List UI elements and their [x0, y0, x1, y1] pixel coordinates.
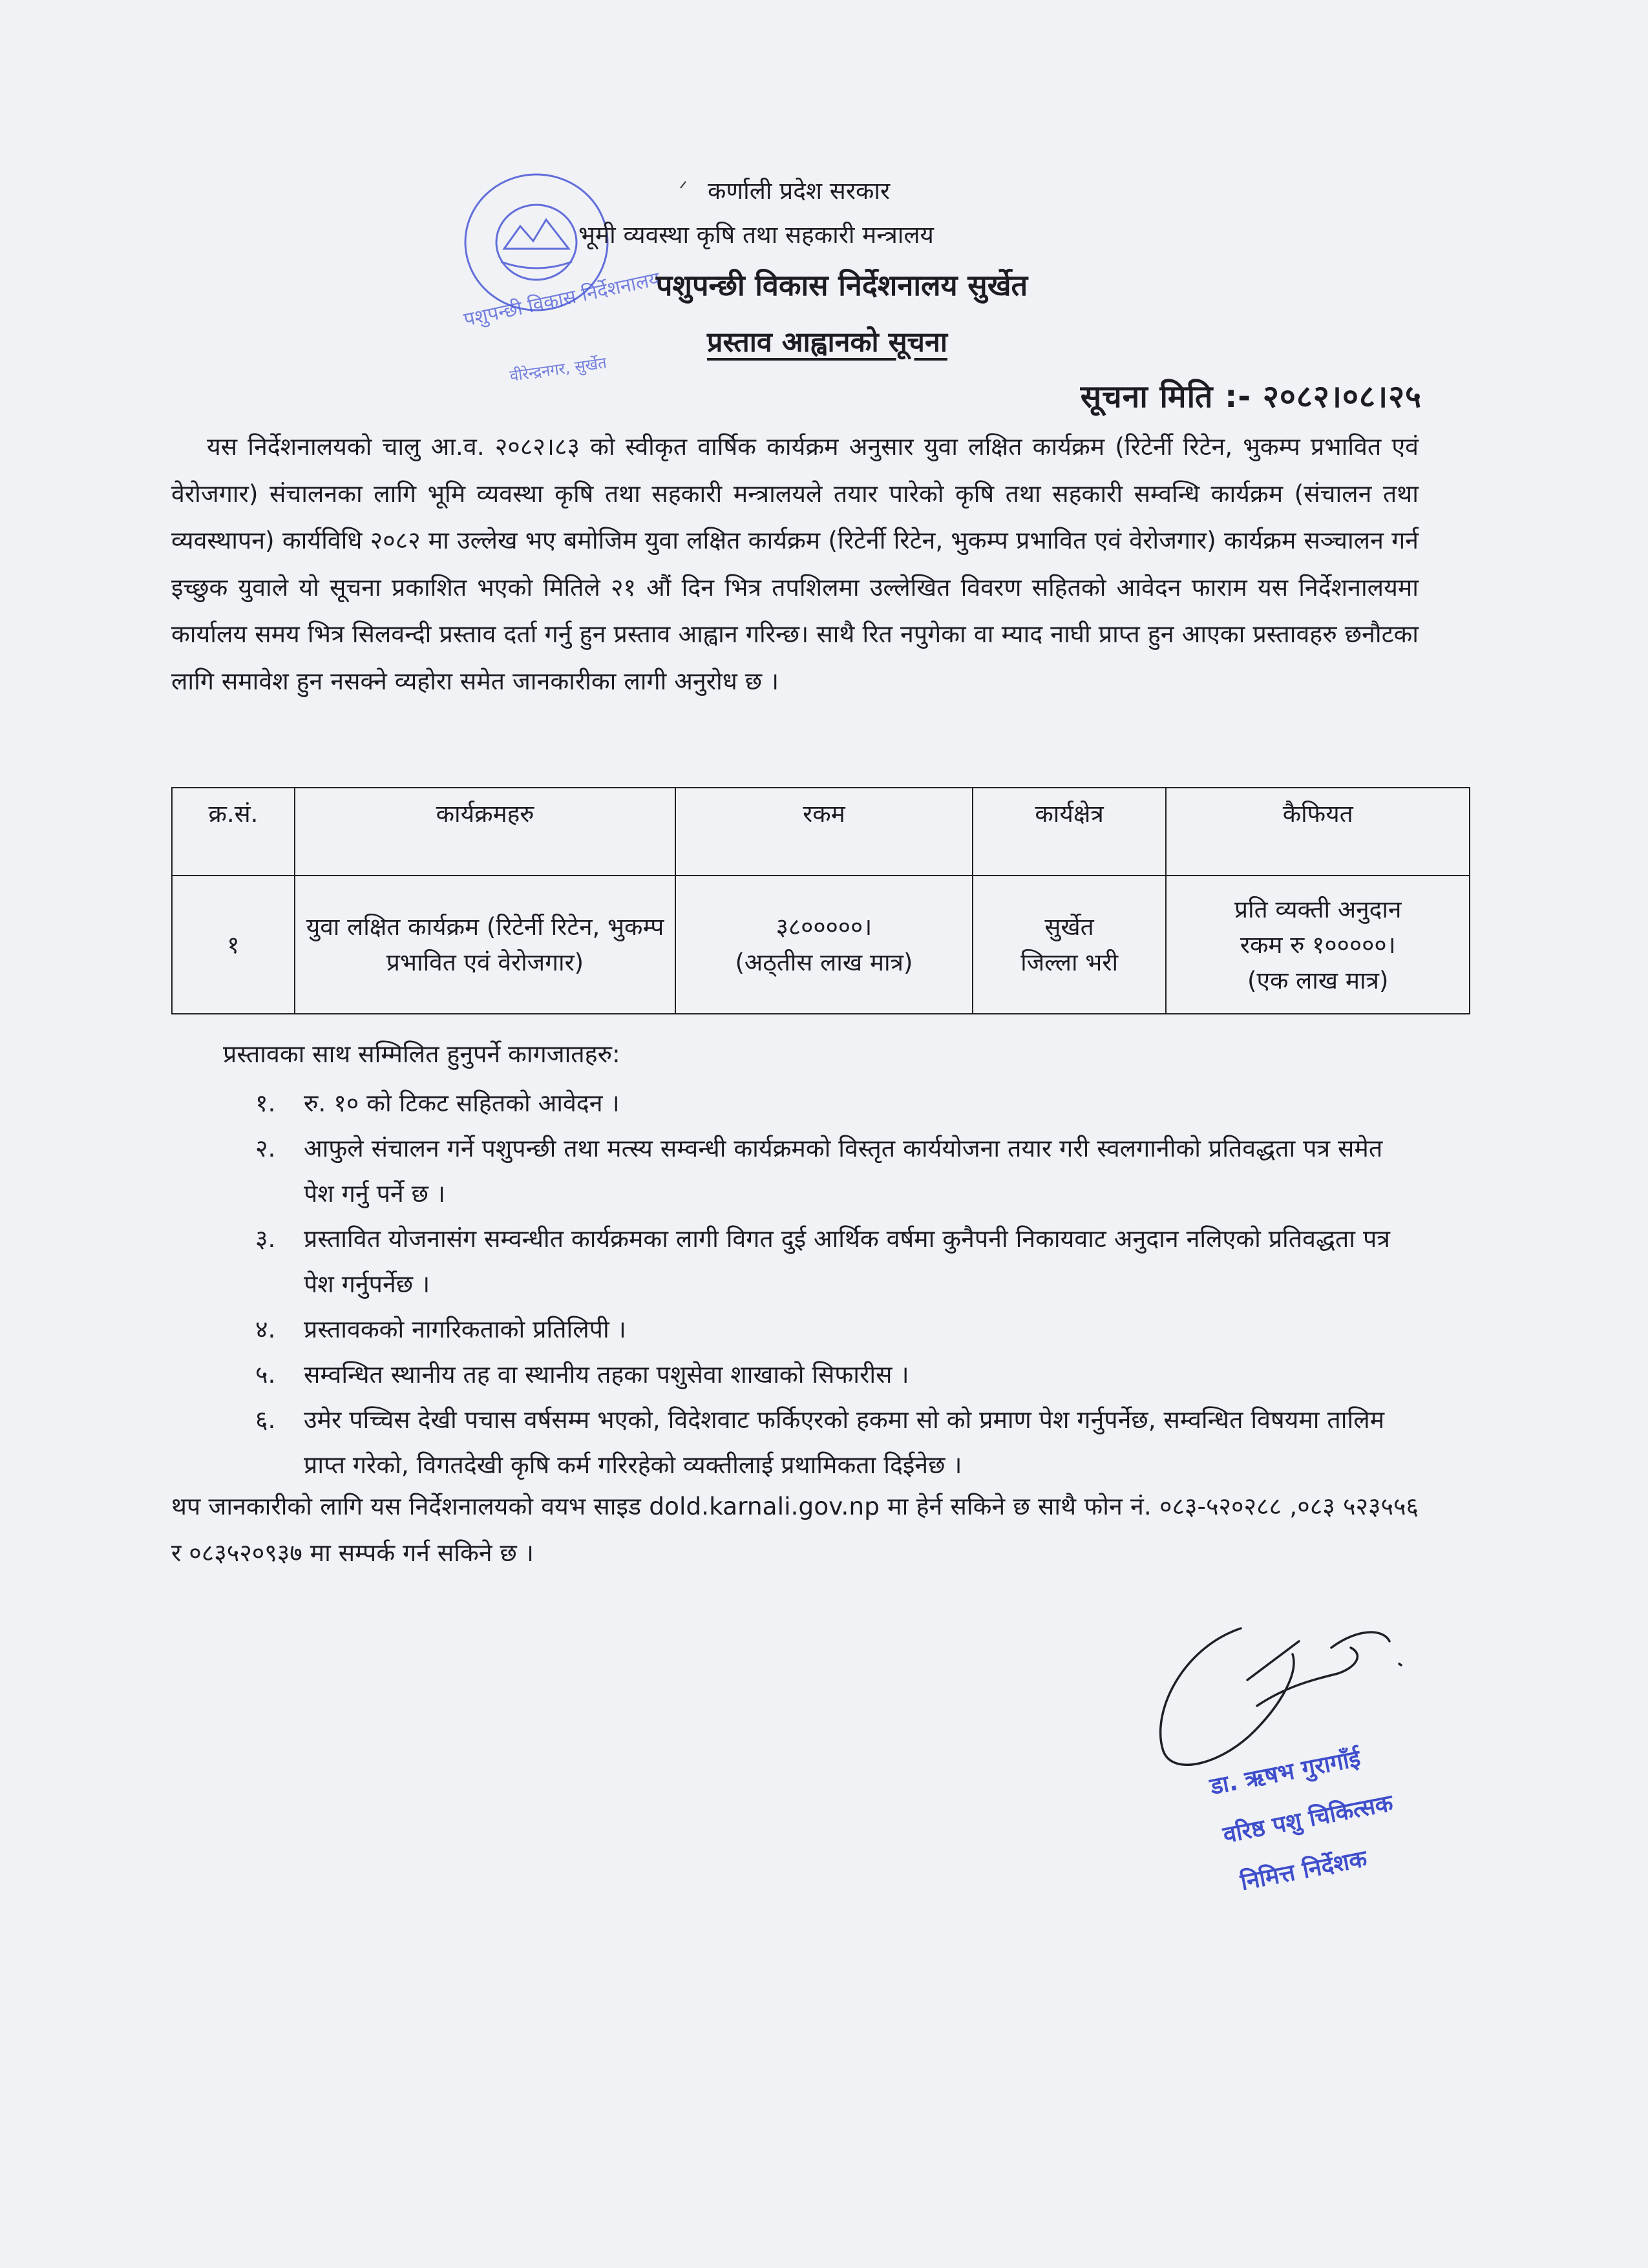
amount-figure: ३८०००००। — [776, 913, 872, 941]
cell-area — [973, 876, 1167, 1014]
signatory-role: निमित्त निर्देशक — [1238, 1845, 1369, 1896]
area-line-1: सुर्खेत — [1044, 913, 1094, 941]
cell-remarks — [1166, 876, 1470, 1014]
remarks-line-3: (एक लाख मात्र) — [1247, 966, 1389, 994]
remarks-line-2: रकम रु १०००००। — [1240, 930, 1396, 959]
intro-paragraph: यस निर्देशनालयको चालु आ.व. २०८२।८३ को स्वीकृत वार्षिक कार्यक्रम अनुसार युवा लक्षित कार्यक्रम (रिटेर्नी रिटेन, भुकम्प प्रभावित एवं वेरोजगार) संचालनका लागि भूमि व्यवस्था कृषि तथा सहकारी मन्त्रालयले तयार पारेको कृषि तथा सहकारी सम्वन्धि कार्यक्रम (संचालन तथा व्यवस्थापन) कार्यविधि २०८२ मा उल्लेख भए बमोजिम युवा लक्षित कार्यक्रम (रिटेर्नी रिटेन, भुकम्प प्रभावित एवं वेरोजगार) कार्यक्रम सञ्चालन गर्न इच्छुक युवाले यो सूचना प्रकाशित भएको मितिले २१ औं दिन भित्र तपशिलमा उल्लेखित विवरण सहितको आवेदन फाराम यस निर्देशनालयमा कार्यालय समय भित्र सिलवन्दी प्रस्ताव दर्ता गर्नु हुन प्रस्ताव आह्वान गरिन्छ। साथै रित नपुगेका वा म्याद नाघी प्राप्त हुन आएका प्रस्तावहरु छनौटका लागि समावेश हुन नसक्ने व्यहोरा समेत जानकारीका लागी अनुरोध छ । — [171, 432, 1419, 695]
enclosures-list — [255, 1080, 1419, 1487]
notice-date: सूचना मिति :- २०८२।०८।२५ — [1080, 379, 1422, 415]
seal-place: वीरेन्द्रनगर, सुर्खेत — [508, 353, 608, 385]
closing-paragraph: थप जानकारीको लागि यस निर्देशनालयको वयभ साइड dold.karnali.gov.np मा हेर्न सकिने छ साथै फोन नं. ०८३-५२०२८८ ,०८३ ५२३५५६ र ०८३५२०९३७ मा सम्पर्क गर्न सकिने छ । — [171, 1492, 1419, 1567]
list-item-text: रु. १० को टिकट सहितको आवेदन । — [304, 1089, 620, 1117]
enclosures-title: प्रस्तावका साथ सम्मिलित हुनुपर्ने कागजातहरु: — [223, 1040, 620, 1068]
list-item — [255, 1397, 1419, 1487]
header-directorate: पशुपन्छी विकास निर्देशनालय सुर्खेत — [655, 268, 1028, 302]
list-item-text: प्रस्तावित योजनासंग सम्वन्धीत कार्यक्रमका लागी विगत दुई आर्थिक वर्षमा कुनैपनी निकायवाट अनुदान नलिएको प्रतिवद्धता पत्र पेश गर्नुपर्नेछ । — [304, 1224, 1390, 1298]
list-item — [255, 1352, 1419, 1397]
list-item-text: प्रस्तावकको नागरिकताको प्रतिलिपी । — [304, 1315, 626, 1343]
list-item — [255, 1126, 1419, 1216]
notice-title: प्रस्ताव आह्वानको सूचना — [707, 326, 947, 359]
cell-amount — [675, 876, 973, 1014]
signatory-name: डा. ऋषभ गुरागाँई — [1208, 1745, 1363, 1801]
area-line-2: जिल्ला भरी — [1020, 949, 1119, 976]
cell-sn: १ — [172, 876, 295, 1014]
seal-text: पशुपन्छी विकास निर्देशनालय — [461, 268, 662, 331]
list-item — [255, 1216, 1419, 1307]
list-item-number: ३. — [255, 1224, 276, 1253]
list-item-number: ५. — [255, 1360, 276, 1389]
col-header-amount: रकम — [675, 788, 973, 876]
remarks-line-1: प्रति व्यक्ती अनुदान — [1234, 895, 1402, 923]
col-header-sn: क्र.सं. — [172, 788, 295, 876]
header-province: कर्णाली प्रदेश सरकार — [708, 177, 891, 205]
list-item-text: आफुले संचालन गर्ने पशुपन्छी तथा मत्स्य सम्वन्धी कार्यक्रमको विस्तृत कार्ययोजना तयार गरी स्वलगानीको प्रतिवद्धता पत्र समेत पेश गर्नु पर्ने छ । — [304, 1134, 1383, 1208]
cell-program — [295, 876, 675, 1014]
header-ministry: भूमी व्यवस्था कृषि तथा सहकारी मन्त्रालय — [578, 221, 934, 249]
table-row — [172, 876, 1470, 1014]
list-item — [255, 1080, 1419, 1126]
list-item-text: उमेर पच्चिस देखी पचास वर्षसम्म भएको, विदेशवाट फर्किएरको हकमा सो को प्रमाण पेश गर्नुपर्नेछ, सम्वन्धित विषयमा तालिम प्राप्त गरेको, विगतदेखी कृषि कर्म गरिरहेको व्यक्तीलाई प्रथामिकता दिईनेछ । — [304, 1405, 1385, 1479]
tick-mark-icon — [679, 180, 689, 190]
amount-words: (अठ्तीस लाख मात्र) — [735, 949, 913, 976]
program-name: युवा लक्षित कार्यक्रम (रिटेर्नी रिटेन, भुकम्प प्रभावित एवं वेरोजगार) — [306, 913, 664, 976]
program-table — [171, 787, 1470, 1014]
col-header-remarks: कैफियत — [1166, 788, 1470, 876]
list-item-number: २. — [255, 1134, 276, 1162]
list-item-number: ४. — [255, 1315, 276, 1343]
table-header-row — [172, 788, 1470, 876]
list-item — [255, 1307, 1419, 1352]
list-item-text: सम्वन्धित स्थानीय तह वा स्थानीय तहका पशुसेवा शाखाको सिफारीस । — [304, 1360, 909, 1389]
col-header-program: कार्यक्रमहरु — [295, 788, 675, 876]
list-item-number: ६. — [255, 1405, 276, 1434]
col-header-area: कार्यक्षेत्र — [973, 788, 1167, 876]
signatory-designation: वरिष्ठ पशु चिकित्सक — [1221, 1790, 1395, 1849]
list-item-number: १. — [255, 1089, 276, 1117]
